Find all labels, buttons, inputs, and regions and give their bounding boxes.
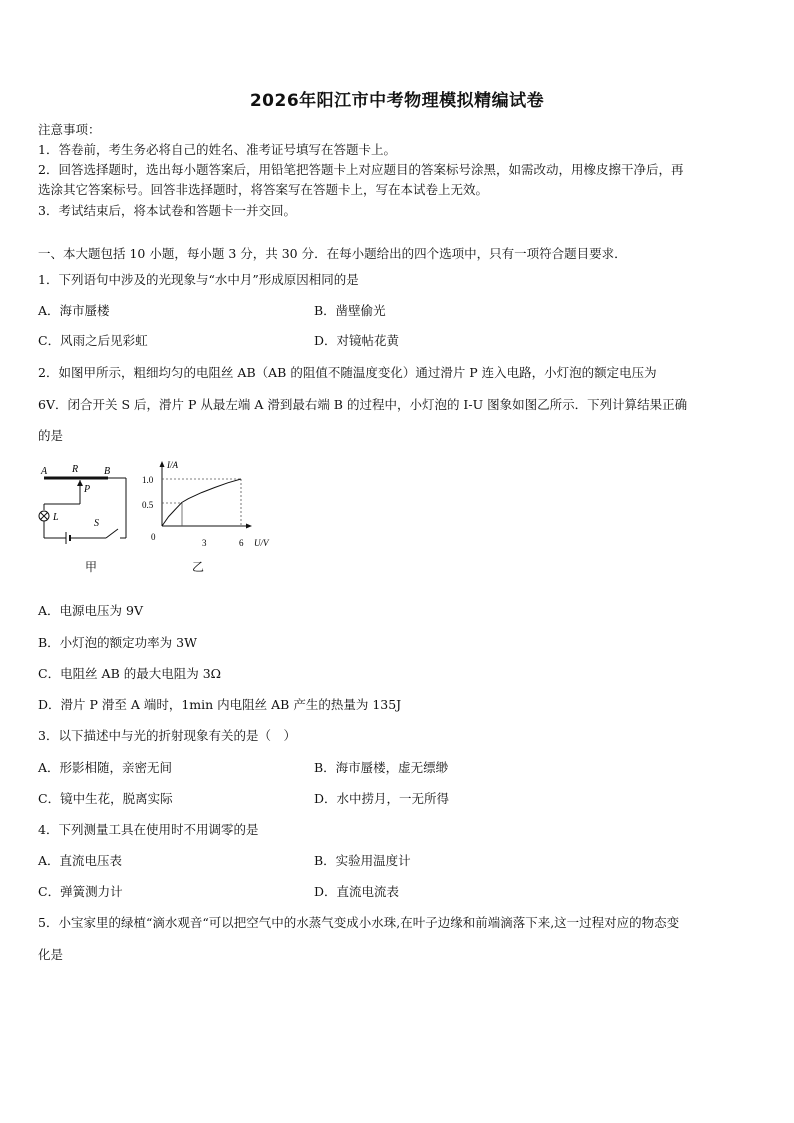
switch-icon: [106, 529, 118, 538]
question-4-stem: 4．下列测量工具在使用时不用调零的是: [38, 822, 259, 837]
question-5-stem: 化是: [38, 947, 64, 962]
notice-heading: 注意事项：: [38, 122, 101, 137]
iu-curve: [162, 479, 241, 526]
q3-option-d: D．水中捞月，一无所得: [314, 791, 450, 806]
x-axis-arrow-icon: [246, 524, 252, 529]
label-b: B: [104, 466, 111, 477]
q4-option-d: D．直流电流表: [314, 884, 400, 899]
question-3-stem: 3．以下描述中与光的折射现象有关的是（ ）: [38, 728, 296, 743]
slider-arrow-icon: [77, 480, 83, 486]
q4-option-a: A．直流电压表: [38, 853, 123, 868]
notice-item: 选涂其它答案标号。回答非选择题时，将答案写在答题卡上，写在本试卷上无效。: [38, 182, 489, 197]
x-axis-label: U/V: [254, 538, 269, 548]
notice-item: 3．考试结束后，将本试卷和答题卡一并交回。: [38, 203, 296, 218]
q3-option-c: C．镜中生花，脱离实际: [38, 791, 173, 806]
y-axis-arrow-icon: [160, 461, 165, 467]
question-2-stem: 2．如图甲所示，粗细均匀的电阻丝 AB（AB 的阻值不随温度变化）通过滑片 P 连入电路，小灯泡的额定电压为: [38, 365, 657, 380]
iu-chart: [142, 460, 270, 548]
section-heading: 一、本大题包括 10 小题，每小题 3 分，共 30 分．在每小题给出的四个选项中，只有一项符合题目要求．: [38, 246, 627, 261]
label-a: A: [41, 466, 48, 477]
y-axis-label: I/A: [167, 460, 178, 470]
q2-option-d: D．滑片 P 滑至 A 端时，1min 内电阻丝 AB 产生的热量为 135J: [38, 697, 402, 712]
q3-option-a: A．形影相随，亲密无间: [38, 760, 173, 775]
question-2-stem: 6V．闭合开关 S 后，滑片 P 从最左端 A 滑到最右端 B 的过程中，小灯泡的 I-U 图象如图乙所示．下列计算结果正确: [38, 397, 688, 412]
question-1-stem: 1．下列语句中涉及的光现象与“水中月”形成原因相同的是: [38, 272, 359, 287]
y-tick-label: 1.0: [142, 475, 154, 485]
q1-option-b: B．凿壁偷光: [314, 303, 386, 318]
q4-option-c: C．弹簧测力计: [38, 884, 123, 899]
q2-option-c: C．电阻丝 AB 的最大电阻为 3Ω: [38, 666, 222, 681]
x-tick-label: 0: [151, 532, 156, 542]
notice-item: 1．答卷前，考生务必将自己的姓名、准考证号填写在答题卡上。: [38, 142, 396, 157]
question-2-stem: 的是: [38, 428, 64, 443]
caption-right: 乙: [192, 560, 205, 574]
q4-option-b: B．实验用温度计: [314, 853, 411, 868]
x-tick-label: 6: [239, 538, 244, 548]
y-tick-label: 0.5: [142, 500, 154, 510]
page-title: 2026年阳江市中考物理模拟精编试卷: [249, 91, 545, 111]
q2-option-b: B．小灯泡的额定功率为 3W: [38, 635, 197, 650]
circuit-diagram: [36, 458, 296, 578]
caption-left: 甲: [85, 560, 98, 574]
label-l: L: [53, 512, 59, 523]
x-tick-label: 3: [202, 538, 207, 548]
q1-option-d: D．对镜帖花黄: [314, 333, 400, 348]
label-r: R: [72, 464, 79, 475]
label-s: S: [94, 518, 99, 529]
notice-item: 2．回答选择题时，选出每小题答案后，用铅笔把答题卡上对应题目的答案标号涂黑，如需改动，用橡皮擦干净后，再: [38, 162, 684, 177]
label-p: P: [84, 484, 91, 495]
q1-option-c: C．风雨之后见彩虹: [38, 333, 148, 348]
question-5-stem: 5．小宝家里的绿植“滴水观音“可以把空气中的水蒸气变成小水珠,在叶子边缘和前端滴落下来,这一过程对应的物态变: [38, 915, 680, 930]
q3-option-b: B．海市蜃楼，虚无缥缈: [314, 760, 449, 775]
q2-option-a: A．电源电压为 9V: [38, 603, 143, 618]
question-2-figure: [36, 458, 296, 578]
q1-option-a: A．海市蜃楼: [38, 303, 110, 318]
